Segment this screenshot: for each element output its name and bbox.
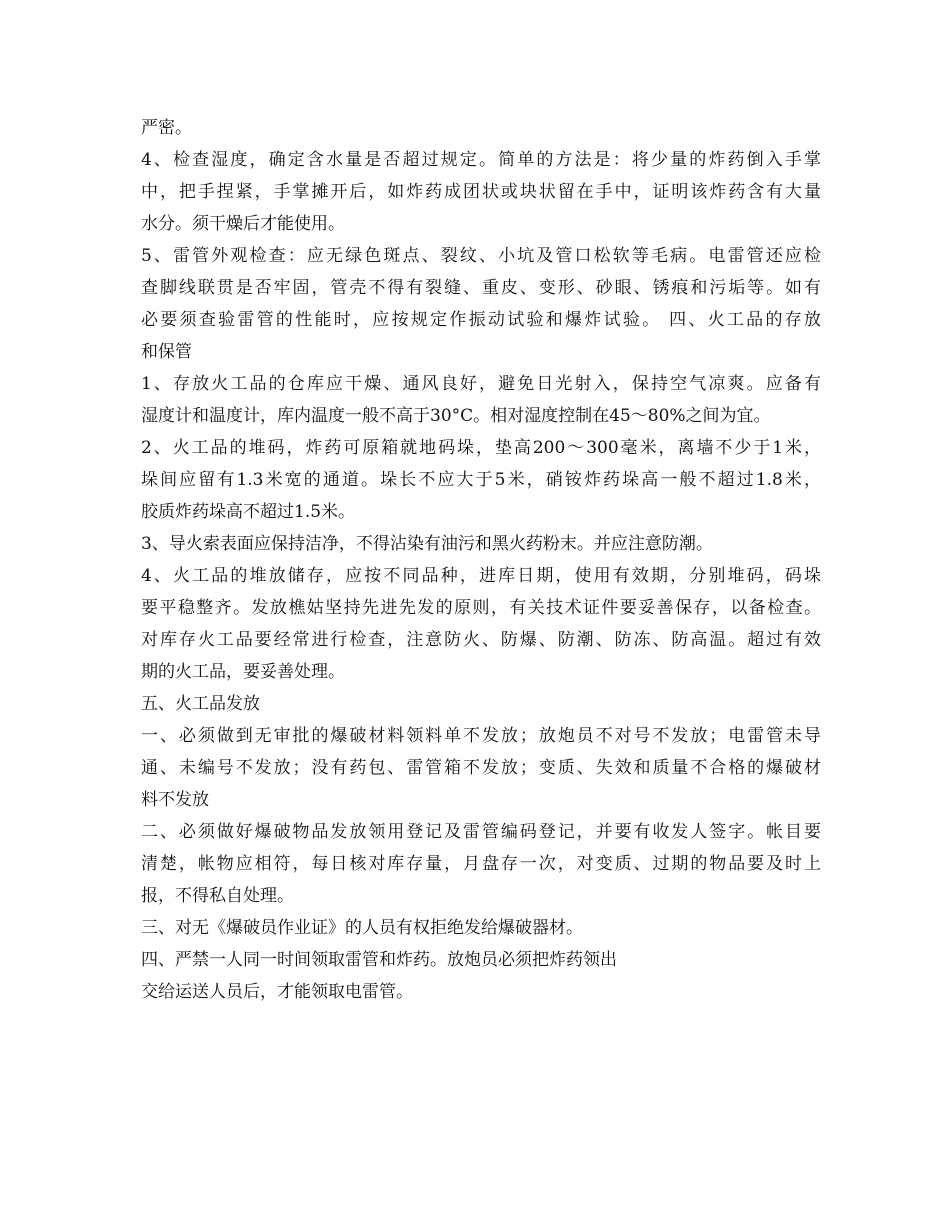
text-line: 交给运送人员后，才能领取电雷管。 [141,982,413,1002]
text-line: 通、未编号不发放；没有药包、雷管箱不发放；变质、失效和质量不合格的爆破材 [141,758,821,778]
document-body [141,112,821,1008]
text-line: 水分。须干燥后才能使用。 [141,214,345,234]
text-line: 4、检查湿度，确定含水量是否超过规定。简单的方法是：将少量的炸药倒入手掌 [141,150,821,170]
text-line: 5、雷管外观检查：应无绿色斑点、裂纹、小坑及管口松软等毛病。电雷管还应检 [141,246,821,266]
text-line: 三、对无《爆破员作业证》的人员有权拒绝发给爆破器材。 [141,918,583,938]
text-line: 报，不得私自处理。 [141,886,294,906]
text-line: 清楚，帐物应相符，每日核对库存量，月盘存一次，对变质、过期的物品要及时上 [141,854,821,874]
text-line: 查脚线联贯是否牢固，管壳不得有裂缝、重皮、变形、砂眼、锈痕和污垢等。如有 [141,278,821,298]
text-line: 期的火工品，要妥善处理。 [141,662,345,682]
text-line: 必要须查验雷管的性能时，应按规定作振动试验和爆炸试验。 四、火工品的存放 [141,310,821,330]
text-line: 料不发放 [141,790,209,810]
text-line: 1、存放火工品的仓库应干燥、通风良好，避免日光射入，保持空气凉爽。应备有 [141,374,821,394]
text-line: 和保管 [141,342,192,362]
text-line: 2、火工品的堆码，炸药可原箱就地码垛，垫高200～300毫米，离墙不少于1米， [141,438,821,458]
text-line: 五、火工品发放 [141,694,260,714]
text-line: 3、导火索表面应保持洁净，不得沾染有油污和黑火药粉末。并应注意防潮。 [141,534,713,554]
text-line: 胶质炸药垛高不超过1.5米。 [141,502,356,522]
text-line: 中，把手捏紧，手掌摊开后，如炸药成团状或块状留在手中，证明该炸药含有大量 [141,182,821,202]
text-line: 对库存火工品要经常进行检查，注意防火、防爆、防潮、防冻、防高温。超过有效 [141,630,821,650]
text-line: 四、严禁一人同一时间领取雷管和炸药。放炮员必须把炸药领出 [141,950,617,970]
text-line: 垛间应留有1.3米宽的通道。垛长不应大于5米，硝铵炸药垛高一般不超过1.8米， [141,470,821,490]
text-line: 二、必须做好爆破物品发放领用登记及雷管编码登记，并要有收发人签字。帐目要 [141,822,821,842]
text-line: 要平稳整齐。发放樵姑坚持先进先发的原则，有关技术证件要妥善保存，以备检查。 [141,598,821,618]
text-line: 4、火工品的堆放储存，应按不同品种，进库日期，使用有效期，分别堆码，码垛 [141,566,821,586]
text-line: 严密。 [141,118,192,138]
text-line: 湿度计和温度计，库内温度一般不高于30°C。相对湿度控制在45～80%之间为宜。 [141,406,771,426]
text-line: 一、必须做到无审批的爆破材料领料单不发放；放炮员不对号不发放；电雷管未导 [141,726,821,746]
